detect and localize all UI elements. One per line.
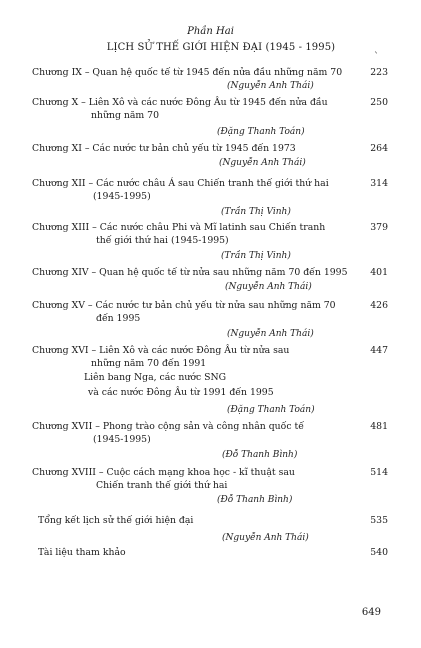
section-heading: LỊCH SỬ THẾ GIỚI HIỆN ĐẠI (1945 - 1995) xyxy=(106,42,336,53)
toc-entry-line: Chương IX – Quan hệ quốc tế từ 1945 đến nửa đầu những năm 70 xyxy=(32,67,343,78)
toc-page-number: 481 xyxy=(370,421,388,432)
toc-page-number: 379 xyxy=(370,222,388,233)
toc-author: (Trần Thị Vinh) xyxy=(221,251,291,261)
toc-page-number: 401 xyxy=(370,267,388,278)
toc-entry-line: Chương XI – Các nước tư bản chủ yếu từ 1945 đến 1973 xyxy=(32,143,296,154)
toc-author: (Nguyễn Anh Thái) xyxy=(225,282,312,292)
toc-page-number: 447 xyxy=(370,345,388,356)
toc-entry-line: Chương XVIII – Cuộc cách mạng khoa học - kĩ thuật sau xyxy=(32,467,295,478)
toc-entry-line: Chương XVI – Liên Xô và các nước Đông Âu từ nửa sau xyxy=(32,345,290,356)
toc-entry-line: Chương XV – Các nước tư bản chủ yếu từ nửa sau những năm 70 xyxy=(32,300,336,311)
toc-entry-line: Chương XVII – Phong trào cộng sản và công nhân quốc tế xyxy=(32,421,304,432)
toc-entry-line: những năm 70 xyxy=(91,110,159,121)
toc-page-number: 514 xyxy=(370,467,388,478)
toc-entry-line: Chương X – Liên Xô và các nước Đông Âu từ 1945 đến nửa đầu xyxy=(32,97,328,108)
toc-author: (Nguyễn Anh Thái) xyxy=(219,158,306,168)
toc-page-number: 314 xyxy=(370,178,388,189)
toc-page-number: 223 xyxy=(370,67,388,78)
toc-entry-line: (1945-1995) xyxy=(93,434,151,445)
toc-author: (Nguyễn Anh Thái) xyxy=(227,329,314,339)
toc-entry-line: những năm 70 đến 1991 xyxy=(91,358,207,369)
toc-entry-line: đến 1995 xyxy=(96,313,141,324)
toc-entry-line: Chiến tranh thế giới thứ hai xyxy=(96,480,228,491)
toc-entry-line: Tổng kết lịch sử thế giới hiện đại xyxy=(38,515,194,526)
toc-entry-line: Liên bang Nga, các nước SNG xyxy=(84,372,227,383)
page-number: 649 xyxy=(361,607,381,618)
part-label: Phần Hai xyxy=(187,26,234,37)
toc-author: (Trần Thị Vinh) xyxy=(221,207,291,217)
toc-page-number: 426 xyxy=(370,300,388,311)
toc-author: (Đỗ Thanh Bình) xyxy=(222,450,298,460)
toc-author: (Đặng Thanh Toán) xyxy=(217,127,305,137)
toc-page-number: 535 xyxy=(370,515,388,526)
toc-author: (Nguyễn Anh Thái) xyxy=(227,81,314,91)
toc-page-number: 540 xyxy=(370,547,388,558)
toc-entry-line: (1945-1995) xyxy=(93,191,151,202)
toc-author: (Đặng Thanh Toán) xyxy=(227,405,315,415)
toc-entry-line: Chương XIV – Quan hệ quốc tế từ nửa sau những năm 70 đến 1995 xyxy=(32,267,348,278)
toc-entry-line: Chương XIII – Các nước châu Phi và Mĩ latinh sau Chiến tranh xyxy=(32,222,326,233)
toc-page-number: 250 xyxy=(370,97,388,108)
margin-tick-mark: ` xyxy=(374,52,379,63)
toc-entry-line: và các nước Đông Âu từ 1991 đến 1995 xyxy=(88,387,274,398)
toc-entry-line: thế giới thứ hai (1945-1995) xyxy=(96,235,229,246)
toc-entry-line: Chương XII – Các nước châu Á sau Chiến tranh thế giới thứ hai xyxy=(32,178,329,189)
toc-entry-line: Tài liệu tham khảo xyxy=(38,547,126,558)
toc-author: (Đỗ Thanh Bình) xyxy=(217,495,293,505)
toc-page-number: 264 xyxy=(370,143,388,154)
toc-author: (Nguyễn Anh Thái) xyxy=(222,533,309,543)
